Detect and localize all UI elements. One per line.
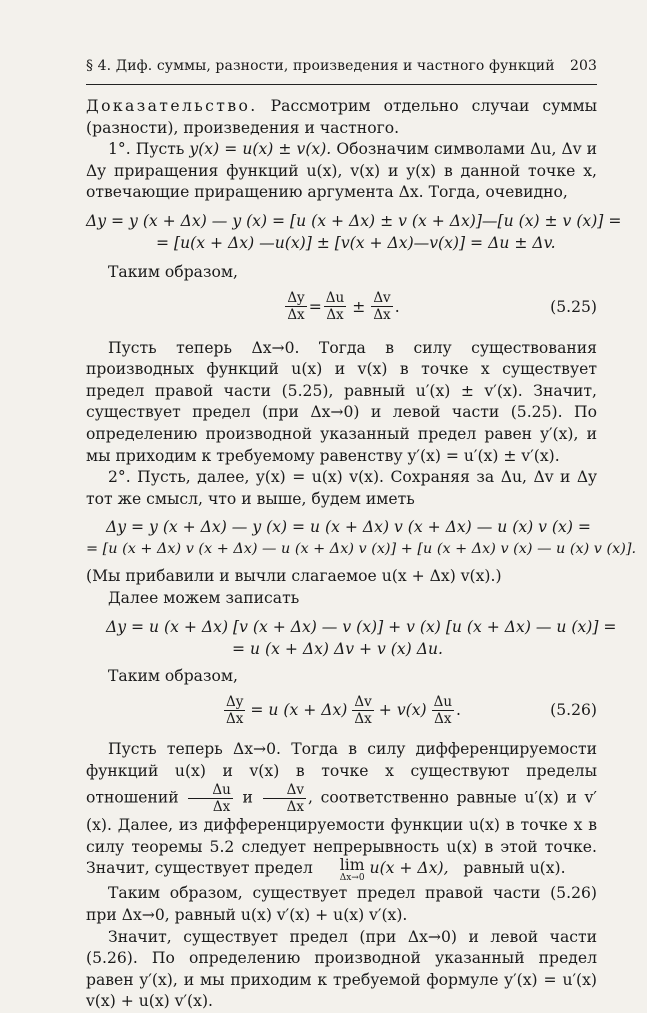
case1-formula: y(x) = u(x) ± v(x). [189, 140, 332, 159]
eq-dot: . [394, 297, 400, 316]
eq-sign: = [308, 297, 322, 316]
limit-expression [318, 858, 365, 883]
equation-number-5-26: (5.26) [550, 701, 597, 720]
limit-product-paragraph [86, 739, 597, 883]
running-title: § 4. Диф. суммы, разности, произведения и частного функций [86, 58, 555, 74]
frac-dy-dx: $\frac{\Delta y}{\Delta x}$ [287, 290, 305, 324]
equation-number-5-25: (5.25) [550, 297, 597, 316]
thus-1: Таким образом, [108, 262, 238, 281]
further-paragraph: Далее можем записать [108, 588, 300, 607]
equation-delta-product-1: Δy = y (x + Δx) — y (x) = u (x + Δx) v (x + Δx) — u (x) v (x) = [106, 518, 591, 537]
equation-delta-product-3: Δy = u (x + Δx) [v (x + Δx) — v (x)] + v (x) [u (x + Δx) — u (x)] = [106, 617, 617, 636]
remark-paragraph: (Мы прибавили и вычли слагаемое u(x + Δx) v(x).) [86, 567, 502, 586]
p7-text-a: Пусть теперь Δx→0. Тогда в силу дифференцируемости функций u(x) и v(x) в точке x существуют пределы отношений [86, 740, 597, 807]
equation-5-25 [86, 284, 597, 330]
conclusion-2: Значит, существует предел (при Δx→0) и левой части (5.26). По определению производной указанный предел равен y′(x), и мы приходим к требуемой формуле y′(x) = u′(x) v(x) + u(x) v′(x). [86, 927, 597, 1011]
proof-word: Доказательство. [86, 97, 258, 115]
eq-dot-2: . [456, 701, 462, 720]
limit-sum-paragraph: Пусть теперь Δx→0. Тогда в силу существования производных функций u(x) и v(x) в точке x существует предел правой части (5.25), равный u′(x) ± v′(x). Значит, существует предел (при Δx→0) и левой части (5.25). По определению производной указанный предел равен y′(x), и мы приходим к требуемому равенству y′(x) = u′(x) ± v′(x). [86, 338, 597, 465]
equation-delta-product-4: = u (x + Δx) Δv + v (x) Δu. [232, 639, 443, 658]
conclusion-1: Таким образом, существует предел правой части (5.26) при Δx→0, равный u(x) v′(x) + u(x) v′(x). [86, 884, 597, 925]
frac-du-dx-2: $\frac{\Delta u}{\Delta x}$ [433, 693, 453, 727]
page-body [86, 96, 637, 1013]
equation-delta-sum-1: Δy = y (x + Δx) — y (x) = [u (x + Δx) ± v (x + Δx)]—[u (x) ± v (x)] = [86, 211, 622, 230]
running-header [86, 58, 597, 74]
p7-text-b: , соответственно равные u′(x) и v′(x). Далее, из дифференцируемости функции u(x) в точке x в силу теоремы 5.2 следует непрерывность u(x) в этой точке. Значит, существует предел [86, 788, 597, 878]
lim-expr: u(x + Δx), [369, 859, 449, 878]
equation-delta-sum-2: = [u(x + Δx) —u(x)] ± [v(x + Δx)—v(x)] = Δu ± Δv. [156, 233, 556, 252]
case1-text: Обозначим символами Δu, Δv и Δy приращения функций u(x), v(x) и y(x) в данной точке x, отвечающие приращению аргумента Δx. Тогда, очевидно, [86, 140, 597, 202]
p7-and: и [242, 788, 253, 807]
frac-du-dx: $\frac{\Delta u}{\Delta x}$ [325, 290, 345, 324]
lim-sub: Δx→0 [339, 873, 365, 884]
lim-word: lim [339, 856, 365, 875]
frac-du-dx-inline: $\frac{\Delta u}{\Delta x}$ [188, 782, 232, 815]
proof-intro-text: Рассмотрим отдельно случаи суммы (разности), произведения и частного. [86, 97, 597, 137]
page-number: 203 [569, 58, 597, 74]
case-product-paragraph: 2°. Пусть, далее, y(x) = u(x) v(x). Сохраняя за Δu, Δv и Δy тот же смысл, что и выше, будем иметь [86, 468, 597, 508]
frac-dy-dx-2: $\frac{\Delta y}{\Delta x}$ [225, 693, 244, 727]
lim-tail: равный u(x). [463, 859, 566, 878]
equation-delta-product-2: = [u (x + Δx) v (x + Δx) — u (x + Δx) v (x)] + [u (x + Δx) v (x) — u (x) v (x)]. [86, 541, 637, 558]
eq526-mid: = u (x + Δx) [250, 701, 348, 720]
case1-label: 1°. Пусть [108, 140, 190, 159]
case-sum-paragraph [86, 139, 597, 204]
eq526-plus: + v(x) [378, 701, 427, 720]
equation-5-26 [86, 687, 597, 733]
proof-intro [86, 96, 597, 139]
frac-dv-dx-2: $\frac{\Delta v}{\Delta x}$ [354, 693, 372, 727]
frac-dv-dx: $\frac{\Delta v}{\Delta x}$ [373, 290, 391, 324]
frac-dv-dx-inline: $\frac{\Delta v}{\Delta x}$ [263, 782, 306, 815]
header-rule [86, 84, 597, 85]
thus-2: Таким образом, [108, 666, 238, 685]
pm-sign: ± [352, 297, 366, 316]
